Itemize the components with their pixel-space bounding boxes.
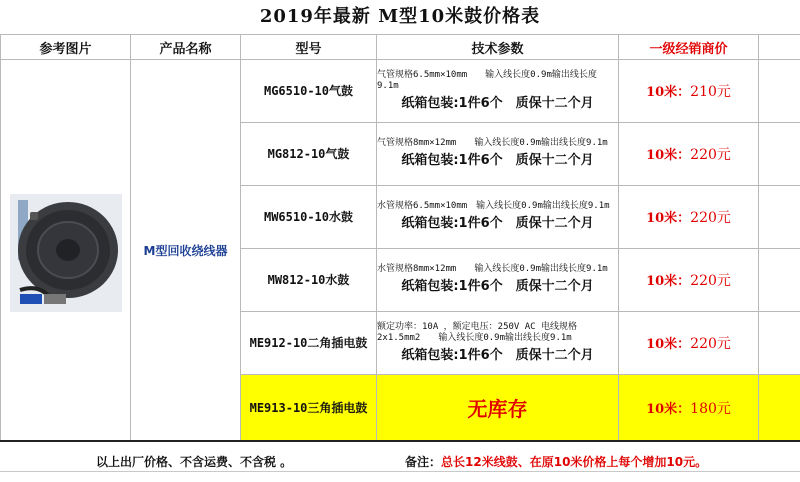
price-cell [619, 312, 759, 375]
spec-detail: 水管规格6.5mm×10mm 输入线长度0.9m输出线长度9.1m [377, 201, 618, 212]
spec-detail: 气管规格6.5mm×10mm 输入线长度0.9m输出线长度9.1m [377, 70, 618, 92]
table-row [1, 60, 800, 123]
footer-note-text: 总长12米线鼓、在原10米价格上每个增加10元。 [441, 455, 707, 469]
price-value: 220元 [690, 336, 731, 352]
model-cell: MG812-10气鼓 [241, 123, 377, 186]
model-cell: MG6510-10气鼓 [241, 60, 377, 123]
hose-reel-image [10, 194, 122, 306]
empty-cell [759, 375, 800, 441]
price-label: 10米： [646, 148, 690, 163]
header-row [1, 35, 800, 60]
header-image: 参考图片 [1, 35, 131, 60]
spec-cell [377, 60, 619, 123]
price-cell [619, 123, 759, 186]
footer-note-label: 备注： [405, 455, 441, 469]
product-image-cell [1, 60, 131, 441]
divider [0, 471, 800, 472]
price-cell [619, 186, 759, 249]
product-name: M型回收绕线器 [131, 60, 241, 441]
price-value: 220元 [690, 210, 731, 226]
header-price: 一级经销商价 [619, 35, 759, 60]
price-table [0, 34, 800, 441]
empty-cell [759, 249, 800, 312]
footer-note [405, 453, 707, 470]
empty-cell [759, 60, 800, 123]
spec-packaging: 纸箱包装:1件6个 质保十二个月 [377, 95, 618, 113]
hose-reel-icon [10, 194, 122, 312]
spec-cell [377, 186, 619, 249]
footer-terms: 以上出厂价格、不含运费、不含税 。 [96, 453, 292, 470]
price-value: 220元 [690, 147, 731, 163]
spec-cell [377, 123, 619, 186]
header-name: 产品名称 [131, 35, 241, 60]
spec-detail: 额定功率：10A ，额定电压：250V AC 电线规格2x1.5mm2 输入线长度0.9m输出线长度9.1m [377, 322, 618, 344]
spec-cell [377, 249, 619, 312]
price-label: 10米： [646, 274, 690, 289]
out-of-stock-label: 无库存 [377, 375, 619, 441]
empty-cell [759, 123, 800, 186]
header-empty [759, 35, 800, 60]
model-cell: ME913-10三角插电鼓 [241, 375, 377, 441]
model-cell: ME912-10二角插电鼓 [241, 312, 377, 375]
empty-cell [759, 312, 800, 375]
spec-detail: 水管规格8mm×12mm 输入线长度0.9m输出线长度9.1m [377, 264, 618, 275]
footer [0, 440, 800, 482]
price-label: 10米： [646, 337, 690, 352]
price-value: 220元 [690, 273, 731, 289]
spec-packaging: 纸箱包装:1件6个 质保十二个月 [377, 215, 618, 233]
price-label: 10米： [646, 211, 690, 226]
spec-detail: 气管规格8mm×12mm 输入线长度0.9m输出线长度9.1m [377, 138, 618, 149]
price-cell [619, 249, 759, 312]
spec-cell [377, 312, 619, 375]
spec-packaging: 纸箱包装:1件6个 质保十二个月 [377, 278, 618, 296]
price-cell [619, 60, 759, 123]
spec-packaging: 纸箱包装:1件6个 质保十二个月 [377, 152, 618, 170]
header-specs: 技术参数 [377, 35, 619, 60]
price-value: 210元 [690, 84, 731, 100]
header-model: 型号 [241, 35, 377, 60]
model-cell: MW812-10水鼓 [241, 249, 377, 312]
price-cell [619, 375, 759, 441]
price-label: 10米： [646, 85, 690, 100]
model-cell: MW6510-10水鼓 [241, 186, 377, 249]
empty-cell [759, 186, 800, 249]
price-value: 180元 [690, 401, 731, 417]
price-label: 10米： [646, 402, 690, 417]
page-title: 2019年最新 M型10米鼓价格表 [0, 0, 800, 34]
spec-packaging: 纸箱包装:1件6个 质保十二个月 [377, 347, 618, 365]
